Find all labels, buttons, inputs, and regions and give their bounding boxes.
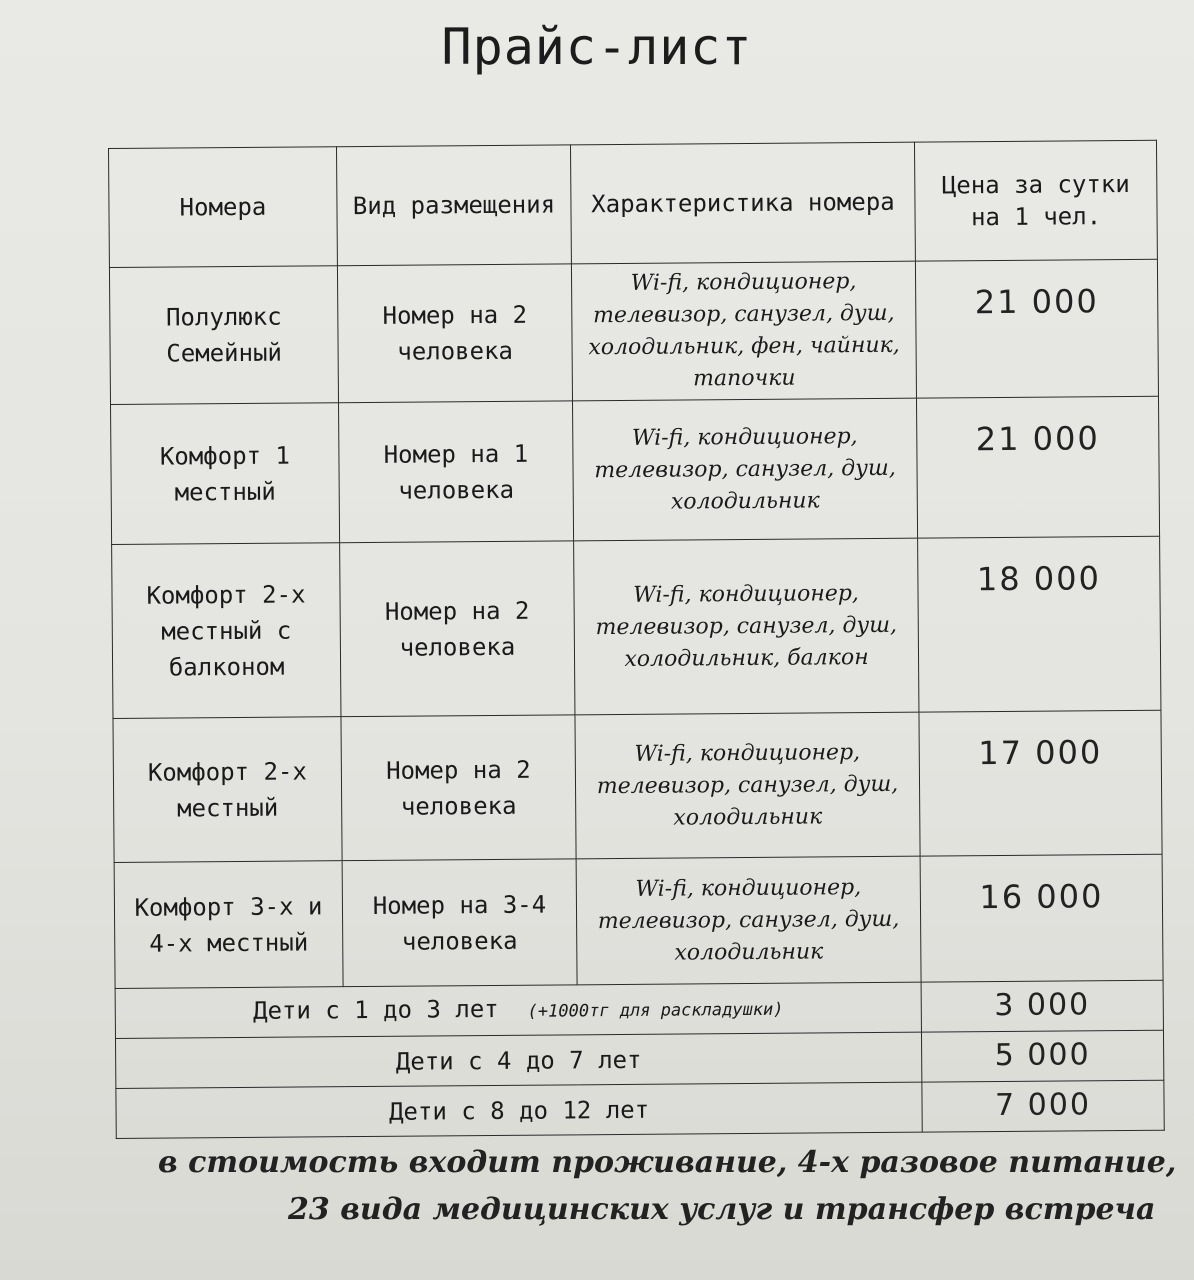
table-header-row (109, 140, 1158, 267)
header-features: Характеристика номера (570, 142, 915, 264)
header-rooms: Номера (109, 147, 338, 268)
children-label: Дети с 8 до 12 лет (116, 1082, 922, 1138)
header-accommodation: Вид размещения (336, 145, 571, 266)
footer-note-line2: 23 вида медицинских услуг и трансфер встреча (288, 1192, 1156, 1227)
room-features: Wi-fi, кондиционер, телевизор, санузел, душ, холодильник, фен, чайник, тапочки (571, 261, 916, 401)
children-label: Дети с 1 до 3 лет (252, 994, 499, 1025)
price-table (108, 140, 1165, 1139)
table-row (109, 259, 1158, 404)
children-row (116, 1080, 1164, 1138)
children-price: 5 000 (921, 1030, 1163, 1082)
room-name: Комфорт 2-х местный с балконом (112, 543, 341, 719)
room-features: Wi-fi, кондиционер, телевизор, санузел, душ, холодильник (575, 712, 920, 859)
accommodation-type: Номер на 2 человека (341, 715, 576, 861)
room-price: 17 000 (919, 710, 1162, 856)
accommodation-type: Номер на 3-4 человека (342, 859, 577, 987)
page-title: Прайс-лист (441, 18, 753, 76)
room-features: Wi-fi, кондиционер, телевизор, санузел, душ, холодильник, балкон (574, 538, 919, 715)
room-name: Полулюкс Семейный (109, 266, 338, 405)
price-table-container (108, 140, 1164, 1139)
room-name: Комфорт 1 местный (111, 403, 340, 545)
accommodation-type: Номер на 2 человека (340, 541, 575, 717)
table-row (113, 710, 1162, 862)
children-price: 3 000 (921, 980, 1163, 1032)
children-price: 7 000 (922, 1080, 1164, 1132)
room-price: 21 000 (916, 396, 1159, 538)
table-row (114, 854, 1163, 988)
children-row (115, 1030, 1163, 1088)
room-features: Wi-fi, кондиционер, телевизор, санузел, душ, холодильник (573, 398, 918, 541)
accommodation-type: Номер на 1 человека (339, 401, 574, 543)
table-row (111, 396, 1160, 544)
accommodation-type: Номер на 2 человека (337, 264, 572, 403)
room-name: Комфорт 3-х и 4-х местный (114, 861, 343, 989)
room-price: 16 000 (920, 854, 1163, 982)
header-price: Цена за сутки на 1 чел. (914, 140, 1157, 261)
table-row (112, 536, 1161, 718)
children-note: (+1000тг для раскладушки) (527, 999, 784, 1022)
room-price: 21 000 (915, 259, 1158, 398)
room-name: Комфорт 2-х местный (113, 717, 342, 863)
children-label: Дети с 4 до 7 лет (115, 1032, 921, 1088)
footer-note-line1: в стоимость входит проживание, 4-х разовое питание, (158, 1145, 1177, 1180)
children-row (115, 980, 1163, 1038)
room-features: Wi-fi, кондиционер, телевизор, санузел, душ, холодильник (576, 856, 921, 985)
room-price: 18 000 (918, 536, 1161, 712)
children-label-cell (115, 982, 921, 1038)
